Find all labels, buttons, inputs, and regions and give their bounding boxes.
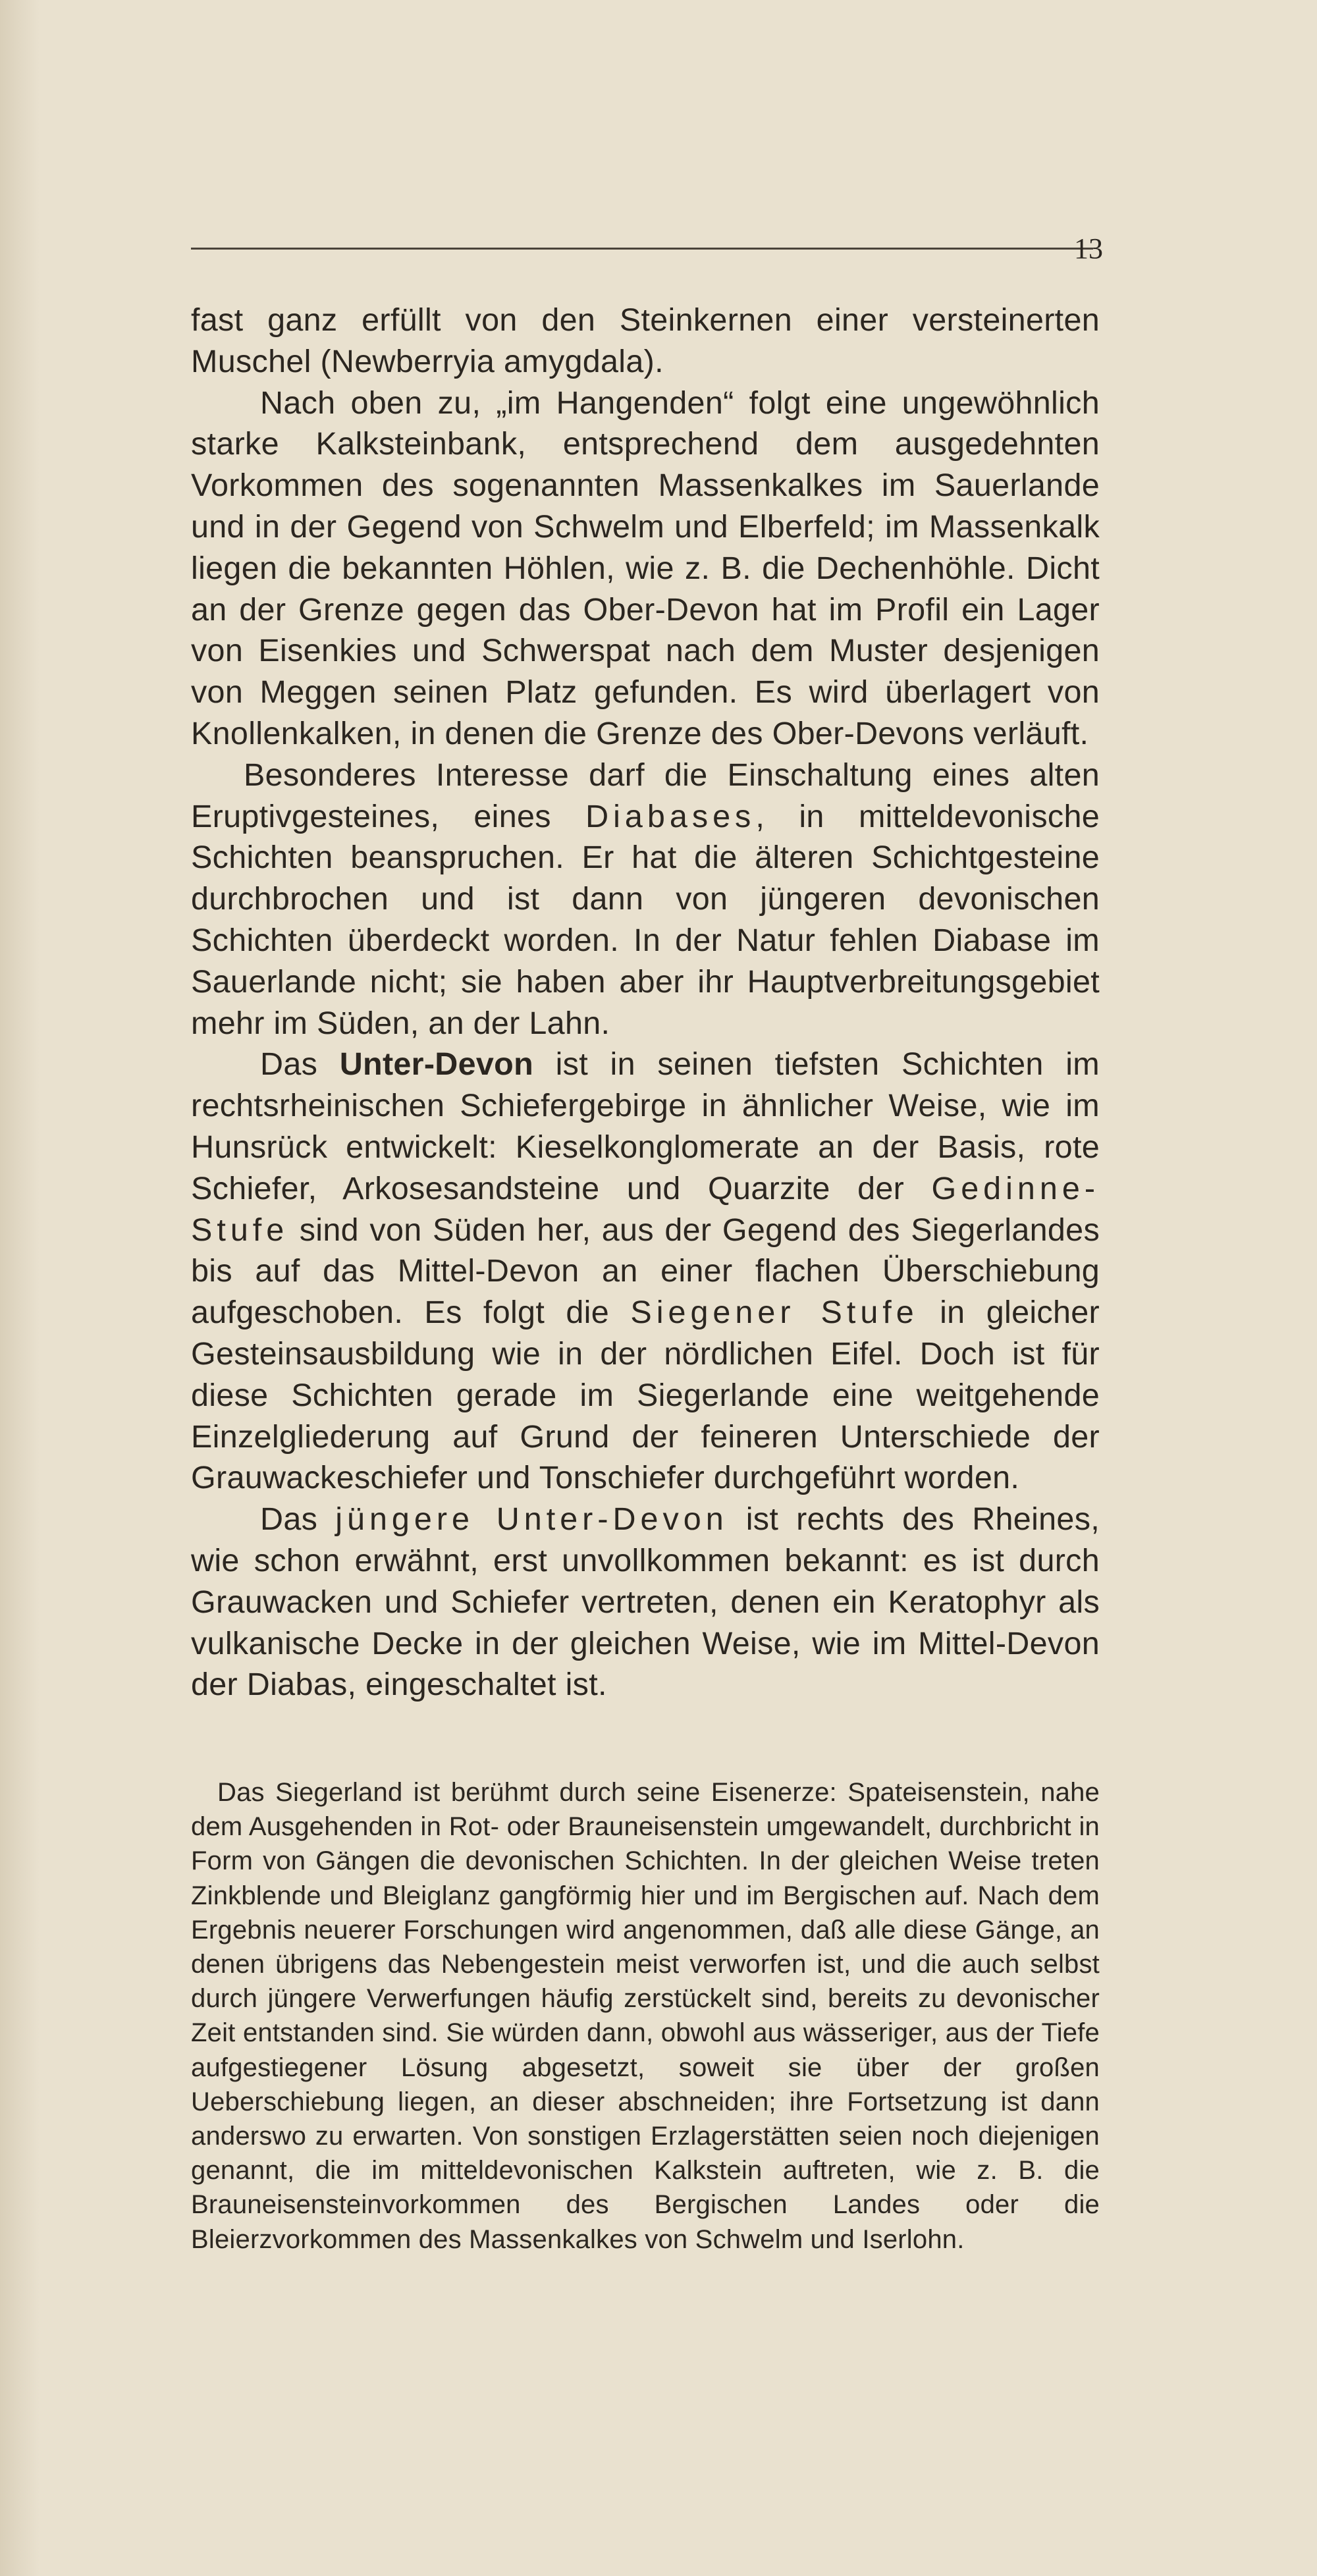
paragraph-4-part-1: ist in seinen tiefsten Schichten im rechtsrheinischen Schiefergebirge in ähnlicher Weise, wie im Hunsrück entwickelt: Kieselkonglomerate an der Basis, rote Schiefer, Arkosesandsteine und Quarzite der — [191, 1046, 1100, 1206]
paragraph-3-text-after: , in mitteldevonische Schichten beanspruchen. Er hat die älteren Schichtgesteine durchbrochen und ist dann von jüngeren devonischen Schichten überdeckt worden. In der Natur fehlen Diabase im Sauerlande nicht; sie haben aber ihr Hauptverbreitungsgebiet mehr im Süden, an der Lahn. — [191, 798, 1100, 1041]
page-number: 13 — [1074, 232, 1103, 265]
term-juengere-unter-devon: jüngere Unter-Devon — [335, 1501, 728, 1538]
page-header — [191, 230, 1152, 270]
main-text — [191, 300, 1100, 1705]
paragraph-4-part-2: sind von Süden her, aus der Gegend des Siegerlandes bis auf das Mittel-Devon an einer flachen Überschiebung aufgeschoben. Es folgt die — [191, 1212, 1100, 1331]
small-paragraph: Das Siegerland ist berühmt durch seine Eisenerze: Spateisenstein, nahe dem Ausgehenden in Rot- oder Brauneisenstein umgewandelt, durchbricht in Form von Gängen die devonischen Schichten. In der gleichen Weise treten Zinkblende und Bleiglanz gangförmig hier und im Bergischen auf. Nach dem Ergebnis neuerer Forschungen wird angenommen, daß alle diese Gänge, an denen übrigens das Nebengestein meist verworfen ist, und die auch selbst durch jüngere Verwerfungen häufig zerstückelt sind, bereits zu devonischer Zeit entstanden sind. Sie würden dann, obwohl aus wässeriger, aus der Tiefe aufgestiegener Lösung abgesetzt, soweit sie über der großen Ueberschiebung liegen, an dieser abschneiden; ihre Fortsetzung ist dann anderswo zu erwarten. Von sonstigen Erzlagerstätten seien noch diejenigen genannt, die im mitteldevonischen Kalkstein auftreten, wie z. B. die Brauneisensteinvorkommen des Bergischen Landes oder die Bleierzvorkommen des Massenkalkes von Schwelm und Iserlohn. — [191, 1778, 1100, 2254]
paragraph-5-intro: Das — [260, 1501, 318, 1538]
term-unter-devon: Unter-Devon — [339, 1046, 534, 1083]
paragraph-2: Nach oben zu, „im Hangenden“ folgt eine ungewöhnlich starke Kalksteinbank, entsprechend dem ausgedehnten Vorkommen des sogenannten Massenkalkes im Sauerlande und in der Gegend von Schwelm und Elberfeld; im Massenkalk liegen die bekannten Höhlen, wie z. B. die Dechenhöhle. Dicht an der Grenze gegen das Ober-Devon hat im Profil ein Lager von Eisenkies und Schwerspat nach dem Muster desjenigen von Meggen seinen Platz gefunden. Es wird überlagert von Knollenkalken, in denen die Grenze des Ober-Devons verläuft. — [191, 385, 1100, 751]
header-rule — [191, 248, 1093, 250]
term-gedinne-stufe: Gedinne-Stufe — [191, 1170, 1100, 1248]
paragraph-5-rest: ist rechts des Rheines, wie schon erwähnt, erst unvollkommen bekannt: es ist durch Grauwacken und Schiefer vertreten, denen ein Keratophyr als vulkanische Decke in der gleichen Weise, wie im Mittel-Devon der Diabas, eingeschaltet ist. — [191, 1501, 1100, 1703]
paragraph-1: fast ganz erfüllt von den Steinkernen einer versteinerten Muschel (Newberryia amygdala). — [191, 302, 1100, 379]
paragraph-3 — [191, 755, 1100, 1044]
term-siegener-stufe: Siegener Stufe — [630, 1295, 919, 1331]
paragraph-4-intro: Das — [260, 1046, 318, 1083]
paragraph-4 — [191, 1044, 1100, 1499]
term-diabases: Diabases — [585, 798, 756, 834]
page-edge — [0, 0, 40, 2576]
paragraph-3-text-before: Besonderes Interesse darf die Einschaltung eines alten Eruptivgesteines, eines — [191, 757, 1100, 834]
paragraph-5 — [191, 1499, 1100, 1705]
small-print-note — [191, 1775, 1100, 2257]
paragraph-4-part-3: in gleicher Gesteinsausbildung wie in der nördlichen Eifel. Doch ist für diese Schichten gerade im Siegerlande eine weitgehende Einzelgliederung auf Grund der feineren Unterschiede der Grauwackeschiefer und Tonschiefer durchgeführt worden. — [191, 1295, 1100, 1496]
